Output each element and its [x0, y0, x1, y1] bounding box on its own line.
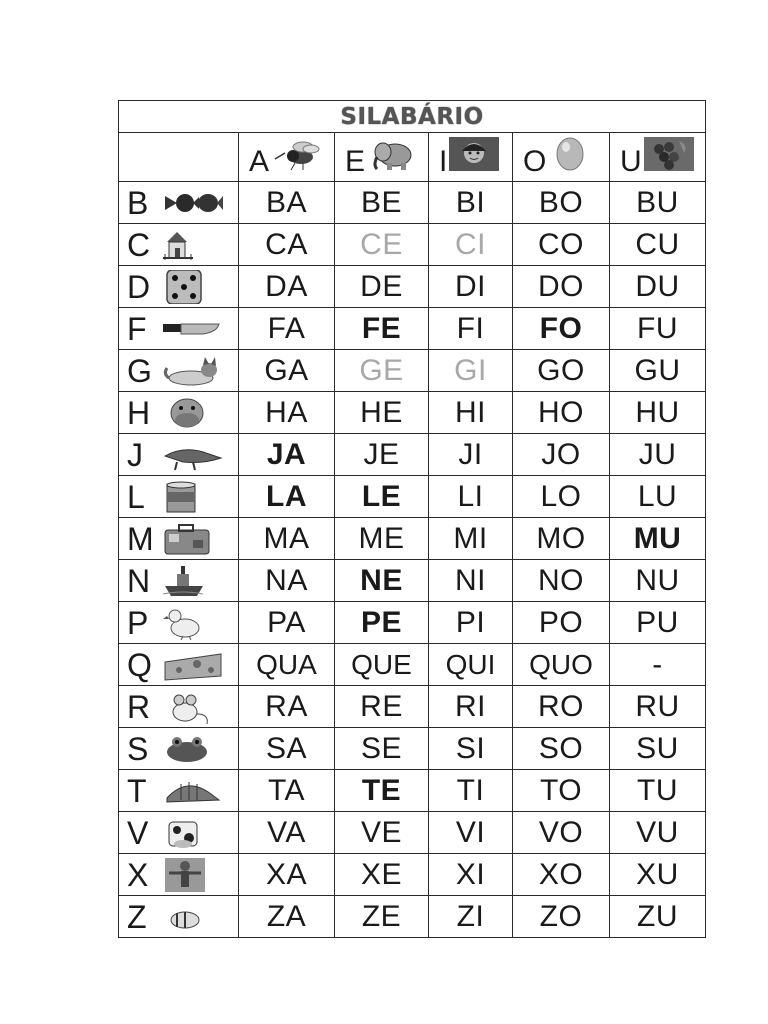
- syllable: GU: [634, 353, 681, 387]
- syllable: ZO: [539, 899, 583, 933]
- syllable: HI: [455, 395, 486, 429]
- vowel-letter: O: [523, 145, 547, 178]
- syllable-cell: [513, 686, 610, 728]
- syllable: SU: [636, 731, 679, 765]
- consonant-letter: H: [127, 394, 151, 431]
- vowel-header-content: [239, 133, 334, 181]
- syllable: JO: [541, 437, 581, 471]
- syllable: XE: [360, 857, 403, 891]
- syllable-cell: [513, 308, 610, 350]
- consonant-row-q: [119, 644, 706, 686]
- syllable: BE: [360, 185, 403, 219]
- syllable: MU: [633, 521, 682, 555]
- consonant-row-j: [119, 434, 706, 476]
- syllable-cell: [239, 266, 335, 308]
- syllable-cell: [335, 896, 429, 938]
- syllable-cell: [429, 686, 513, 728]
- consonant-cell: [119, 182, 239, 224]
- syllable-cell: [239, 350, 335, 392]
- syllable: FI: [456, 311, 485, 345]
- syllable-cell: [513, 854, 610, 896]
- syllable-cell: [335, 728, 429, 770]
- syllable: FE: [361, 311, 402, 345]
- syllable: CU: [635, 227, 680, 261]
- syllable: TO: [539, 773, 583, 807]
- syllable-cell: [429, 182, 513, 224]
- syllable-cell: [239, 434, 335, 476]
- syllable-cell: [610, 560, 706, 602]
- cow-icon: [157, 816, 223, 850]
- syllable-cell: [429, 266, 513, 308]
- alligator-icon: [157, 438, 223, 472]
- syllable: RE: [360, 689, 403, 723]
- syllable: BI: [455, 185, 486, 219]
- syllable: GA: [264, 353, 309, 387]
- syllable: RU: [635, 689, 680, 723]
- syllable-cell: [429, 434, 513, 476]
- consonant-cell-content: [119, 434, 238, 475]
- syllable: JI: [458, 437, 483, 471]
- consonant-cell-content: [119, 896, 238, 937]
- syllable-cell: [239, 518, 335, 560]
- vowel-header-a: [239, 133, 335, 182]
- syllable-cell: [239, 308, 335, 350]
- consonant-cell: [119, 602, 239, 644]
- syllable-cell: [335, 854, 429, 896]
- consonant-cell-content: [119, 644, 238, 685]
- syllable-cell: [513, 602, 610, 644]
- syllable: LE: [361, 479, 402, 513]
- syllable: QUA: [256, 648, 317, 680]
- consonant-row-z: [119, 896, 706, 938]
- consonant-letter: J: [127, 436, 143, 473]
- syllable: DO: [538, 269, 584, 303]
- syllable: ZI: [456, 899, 485, 933]
- syllable: RI: [455, 689, 486, 723]
- syllable-cell: [610, 308, 706, 350]
- syllable: NI: [455, 563, 486, 597]
- syllable: NE: [360, 563, 403, 597]
- syllable: BA: [265, 185, 308, 219]
- syllable-cell: [610, 350, 706, 392]
- syllable: ZA: [266, 899, 307, 933]
- consonant-cell-content: [119, 686, 238, 727]
- consonant-cell: [119, 350, 239, 392]
- syllable-cell: [513, 266, 610, 308]
- syllable-cell: [513, 392, 610, 434]
- syllable-cell: [429, 770, 513, 812]
- cat-icon: [157, 354, 223, 388]
- syllable: JE: [363, 437, 400, 471]
- vowel-header-content: [335, 133, 428, 181]
- syllable: MI: [453, 521, 488, 555]
- consonant-cell-content: [119, 770, 238, 811]
- consonant-row-g: [119, 350, 706, 392]
- syllable: PE: [360, 605, 403, 639]
- syllable: QUO: [529, 648, 593, 680]
- syllable-cell: [513, 812, 610, 854]
- syllable-cell: [335, 812, 429, 854]
- consonant-cell: [119, 392, 239, 434]
- syllable: VE: [360, 815, 403, 849]
- syllable: HO: [538, 395, 584, 429]
- syllable-cell: [335, 350, 429, 392]
- consonant-row-v: [119, 812, 706, 854]
- syllable: HE: [360, 395, 403, 429]
- consonant-cell: [119, 476, 239, 518]
- syllable: SA: [265, 731, 308, 765]
- syllable-cell: [610, 224, 706, 266]
- syllable: ME: [358, 521, 405, 555]
- syllable-cell: [610, 728, 706, 770]
- consonant-cell-content: [119, 602, 238, 643]
- syllable-cell: [239, 686, 335, 728]
- consonant-cell-content: [119, 392, 238, 433]
- syllable-cell: [335, 560, 429, 602]
- consonant-row-n: [119, 560, 706, 602]
- syllable-cell: [335, 434, 429, 476]
- syllable-cell: [239, 644, 335, 686]
- syllable: FU: [637, 311, 679, 345]
- consonant-cell: [119, 854, 239, 896]
- cheese-icon: [157, 648, 223, 682]
- consonant-letter: V: [127, 814, 149, 851]
- vowel-header-e: [335, 133, 429, 182]
- syllable-cell: [335, 308, 429, 350]
- syllable-cell: [610, 518, 706, 560]
- consonant-row-d: [119, 266, 706, 308]
- syllable-cell: [335, 224, 429, 266]
- consonant-row-h: [119, 392, 706, 434]
- consonant-row-p: [119, 602, 706, 644]
- bee-icon: [269, 137, 321, 181]
- consonant-cell: [119, 560, 239, 602]
- consonant-cell: [119, 266, 239, 308]
- syllable-cell: [239, 770, 335, 812]
- consonant-letter: G: [127, 352, 152, 389]
- syllable: PA: [267, 605, 306, 639]
- vowel-header-o: [513, 133, 610, 182]
- consonant-cell-content: [119, 518, 238, 559]
- consonant-letter: C: [127, 226, 151, 263]
- consonant-row-f: [119, 308, 706, 350]
- elephant-icon: [365, 137, 417, 181]
- syllable: HA: [265, 395, 308, 429]
- grapes-icon: [642, 137, 694, 181]
- consonant-row-x: [119, 854, 706, 896]
- consonant-cell-content: [119, 728, 238, 769]
- syllable: CO: [538, 227, 584, 261]
- syllable-cell: [513, 476, 610, 518]
- syllable: GO: [537, 353, 585, 387]
- syllable-cell: [513, 728, 610, 770]
- syllable-cell: [610, 686, 706, 728]
- duck-icon: [157, 606, 223, 640]
- syllable: SO: [538, 731, 584, 765]
- syllable: QUI: [445, 648, 496, 680]
- syllable: BU: [636, 185, 679, 219]
- syllable-cell: [239, 854, 335, 896]
- consonant-row-c: [119, 224, 706, 266]
- frog-icon: [157, 732, 223, 766]
- syllable: NA: [265, 563, 308, 597]
- syllable-cell: [610, 476, 706, 518]
- syllable: VA: [267, 815, 306, 849]
- consonant-letter: Z: [127, 898, 147, 935]
- armadillo-icon: [157, 774, 223, 808]
- syllable: DU: [635, 269, 680, 303]
- syllable-cell: [610, 434, 706, 476]
- vowel-letter: U: [620, 145, 642, 178]
- syllable-cell: [610, 392, 706, 434]
- syllable: TI: [456, 773, 485, 807]
- syllable-cell: [429, 350, 513, 392]
- consonant-letter: S: [127, 730, 149, 767]
- syllable: BO: [538, 185, 584, 219]
- syllable-cell: [610, 182, 706, 224]
- syllable: SE: [360, 731, 403, 765]
- syllable-cell: [335, 770, 429, 812]
- syllable: SI: [455, 731, 486, 765]
- consonant-cell: [119, 812, 239, 854]
- consonant-letter: R: [127, 688, 151, 725]
- vowel-header-content: [610, 133, 705, 181]
- syllable-cell: [513, 896, 610, 938]
- vowel-header-u: [610, 133, 706, 182]
- consonant-cell-content: [119, 224, 238, 265]
- syllable: JA: [266, 437, 307, 471]
- consonant-cell-content: [119, 812, 238, 853]
- consonant-cell-content: [119, 560, 238, 601]
- syllable: MO: [536, 521, 586, 555]
- syllable: XU: [636, 857, 679, 891]
- consonant-letter: M: [127, 520, 154, 557]
- syllable: FA: [267, 311, 306, 345]
- syllable-cell: [610, 770, 706, 812]
- consonant-cell: [119, 434, 239, 476]
- dice-icon: [157, 270, 223, 304]
- syllable: CI: [455, 227, 486, 261]
- consonant-cell: [119, 518, 239, 560]
- syllable: XA: [265, 857, 308, 891]
- syllable-cell: [513, 434, 610, 476]
- syllable: MA: [263, 521, 310, 555]
- syllable-cell: [335, 476, 429, 518]
- consonant-letter: L: [127, 478, 145, 515]
- syllable-cell: [239, 182, 335, 224]
- syllable: RO: [538, 689, 584, 723]
- syllable-cell: [429, 224, 513, 266]
- syllable: TE: [361, 773, 402, 807]
- syllable-cell: [429, 602, 513, 644]
- consonant-row-r: [119, 686, 706, 728]
- mouse-icon: [157, 690, 223, 724]
- ship-icon: [157, 564, 223, 598]
- consonant-cell-content: [119, 182, 238, 223]
- syllable-cell: [335, 266, 429, 308]
- syllable-cell: [429, 854, 513, 896]
- consonant-cell-content: [119, 350, 238, 391]
- syllable-cell: [335, 602, 429, 644]
- syllable-cell: [239, 728, 335, 770]
- syllable: PI: [455, 605, 486, 639]
- syllable: PO: [538, 605, 584, 639]
- syllable: TU: [637, 773, 679, 807]
- syllable: VO: [538, 815, 584, 849]
- syllable-cell: [513, 518, 610, 560]
- syllable-cell: [513, 182, 610, 224]
- consonant-cell: [119, 728, 239, 770]
- consonant-row-s: [119, 728, 706, 770]
- consonant-letter: X: [127, 856, 149, 893]
- syllable-cell: [429, 728, 513, 770]
- vowel-letter: A: [249, 145, 270, 178]
- syllable-cell: [429, 392, 513, 434]
- syllable-cell: [335, 392, 429, 434]
- syllable: CE: [360, 227, 403, 261]
- consonant-letter: B: [127, 184, 149, 221]
- syllable: DA: [265, 269, 308, 303]
- syllable-cell: [429, 812, 513, 854]
- syllable: PU: [636, 605, 679, 639]
- syllable-cell: [429, 560, 513, 602]
- syllable: RA: [265, 689, 308, 723]
- title-cell: [119, 101, 706, 133]
- consonant-row-t: [119, 770, 706, 812]
- corner-cell: [119, 133, 239, 182]
- consonant-cell-content: [119, 266, 238, 307]
- consonant-row-l: [119, 476, 706, 518]
- child-photo-icon: [447, 137, 499, 181]
- consonant-cell: [119, 308, 239, 350]
- syllable-cell: [610, 266, 706, 308]
- syllable-cell: [513, 644, 610, 686]
- syllable-cell: [513, 224, 610, 266]
- syllable-cell: [335, 518, 429, 560]
- vowel-header-content: [429, 133, 512, 181]
- syllable-cell: [239, 224, 335, 266]
- syllable-cell: [610, 896, 706, 938]
- candy-icon: [157, 186, 223, 220]
- vowel-letter: E: [345, 145, 366, 178]
- person-icon: [157, 858, 223, 892]
- syllable: GE: [359, 353, 404, 387]
- syllable-cell: [513, 350, 610, 392]
- egg-icon: [546, 137, 598, 181]
- syllable: LA: [266, 479, 307, 513]
- consonant-cell-content: [119, 476, 238, 517]
- consonant-row-m: [119, 518, 706, 560]
- consonant-cell: [119, 770, 239, 812]
- syllable: TA: [267, 773, 306, 807]
- syllable: LO: [540, 479, 582, 513]
- consonant-letter: F: [127, 310, 147, 347]
- hippo-icon: [157, 396, 223, 430]
- syllable-cell: [335, 182, 429, 224]
- syllable-cell: [335, 686, 429, 728]
- syllable: -: [652, 647, 663, 681]
- consonant-cell: [119, 896, 239, 938]
- syllable-cell: [429, 476, 513, 518]
- syllable: LI: [457, 479, 484, 513]
- syllable: LU: [637, 479, 678, 513]
- syllable-cell: [239, 392, 335, 434]
- syllable: VU: [636, 815, 679, 849]
- syllable: DI: [455, 269, 486, 303]
- syllable: JU: [638, 437, 677, 471]
- syllable-cell: [610, 602, 706, 644]
- consonant-letter: Q: [127, 646, 152, 683]
- syllable-cell: [513, 560, 610, 602]
- knife-icon: [157, 312, 223, 346]
- vowel-header-content: [513, 133, 609, 181]
- consonant-cell-content: [119, 854, 238, 895]
- syllable: VI: [455, 815, 486, 849]
- suitcase-icon: [157, 522, 223, 556]
- zebra-icon: [157, 900, 223, 934]
- house-icon: [157, 228, 223, 262]
- syllable: GI: [454, 353, 487, 387]
- syllable: NU: [635, 563, 680, 597]
- syllable: CA: [265, 227, 308, 261]
- syllable: NO: [538, 563, 584, 597]
- consonant-letter: T: [127, 772, 147, 809]
- syllabary-table: [118, 100, 706, 938]
- consonant-cell: [119, 644, 239, 686]
- consonant-letter: D: [127, 268, 151, 305]
- consonant-row-b: [119, 182, 706, 224]
- syllable: HU: [635, 395, 680, 429]
- syllable: DE: [360, 269, 403, 303]
- syllable-cell: [429, 308, 513, 350]
- syllable-cell: [239, 896, 335, 938]
- consonant-cell: [119, 686, 239, 728]
- vowel-header-row: [119, 133, 706, 182]
- syllable-cell: [610, 644, 706, 686]
- syllable: FO: [539, 311, 583, 345]
- syllable-cell: [429, 518, 513, 560]
- consonant-letter: N: [127, 562, 151, 599]
- syllable: XI: [455, 857, 486, 891]
- syllable-cell: [335, 644, 429, 686]
- vowel-letter: I: [439, 145, 448, 178]
- syllable-cell: [239, 812, 335, 854]
- syllable-cell: [513, 770, 610, 812]
- title-row: [119, 101, 706, 133]
- syllable-cell: [239, 560, 335, 602]
- syllabary-sheet: [118, 100, 706, 938]
- syllable-cell: [610, 812, 706, 854]
- consonant-cell: [119, 224, 239, 266]
- syllable: QUE: [351, 648, 412, 680]
- syllable-cell: [610, 854, 706, 896]
- consonant-cell-content: [119, 308, 238, 349]
- page-title: SILABÁRIO: [340, 103, 484, 130]
- syllable-cell: [239, 602, 335, 644]
- can-icon: [157, 480, 223, 514]
- syllable-cell: [239, 476, 335, 518]
- syllable: XO: [538, 857, 584, 891]
- syllable: ZU: [637, 899, 679, 933]
- syllable-cell: [429, 644, 513, 686]
- syllable: ZE: [361, 899, 402, 933]
- vowel-header-i: [429, 133, 513, 182]
- syllable-cell: [429, 896, 513, 938]
- consonant-letter: P: [127, 604, 149, 641]
